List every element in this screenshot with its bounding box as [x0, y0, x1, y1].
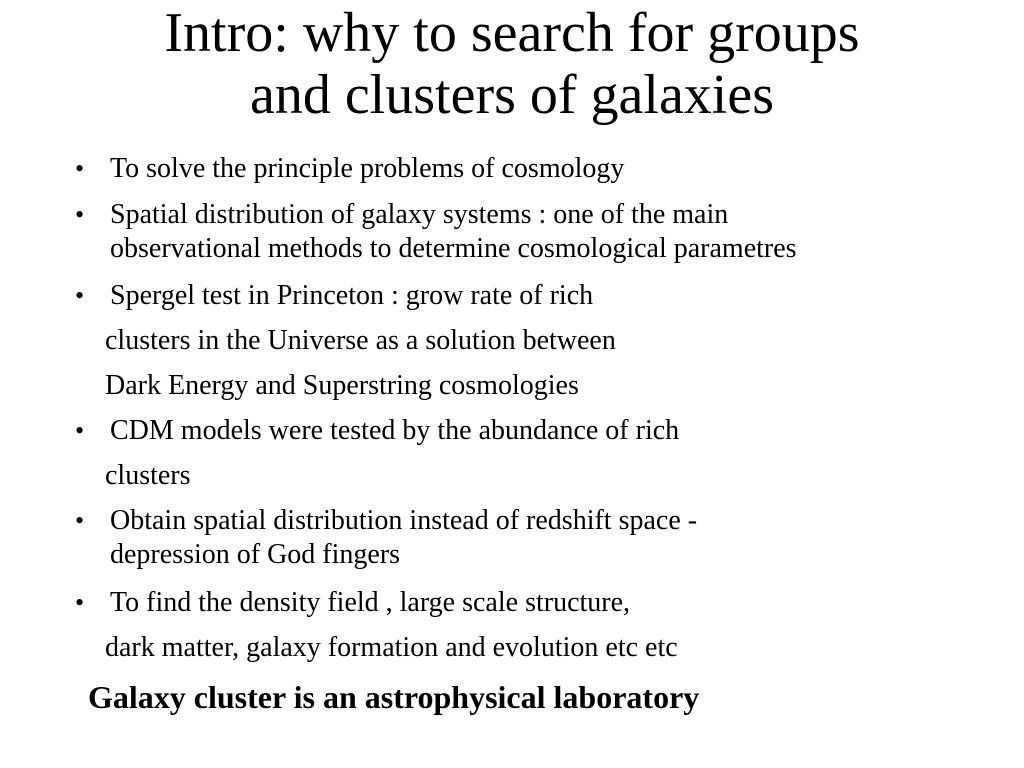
bullet-text: To find the density field , large scale structure,: [110, 587, 631, 618]
bullet-text-continuation: observational methods to determine cosmological parametres: [110, 233, 797, 264]
bullet-marker: •: [75, 416, 85, 445]
bullet-text: Obtain spatial distribution instead of redshift space -: [110, 505, 698, 536]
slide-title-line-2: and clusters of galaxies: [249, 64, 775, 126]
bullet-marker: •: [75, 154, 85, 183]
bullet-marker: •: [75, 281, 85, 310]
bullet-marker: •: [75, 588, 85, 617]
continuation-text: clusters in the Universe as a solution between: [105, 325, 616, 356]
bullet-marker: •: [75, 506, 85, 535]
bullet-marker: •: [75, 200, 85, 229]
continuation-text: Dark Energy and Superstring cosmologies: [105, 370, 579, 401]
bullet-text: Spergel test in Princeton : grow rate of rich: [110, 280, 594, 311]
bullet-text-continuation: depression of God fingers: [110, 539, 401, 570]
bullet-text: CDM models were tested by the abundance of rich: [110, 415, 680, 446]
closing-statement: Galaxy cluster is an astrophysical laboratory: [88, 679, 700, 715]
slide-title-line-1: Intro: why to search for groups: [164, 2, 860, 64]
bullet-text: Spatial distribution of galaxy systems : one of the main: [110, 199, 729, 230]
continuation-text: dark matter, galaxy formation and evolution etc etc: [105, 632, 678, 663]
continuation-text: clusters: [105, 460, 191, 491]
bullet-text: To solve the principle problems of cosmology: [110, 153, 625, 184]
